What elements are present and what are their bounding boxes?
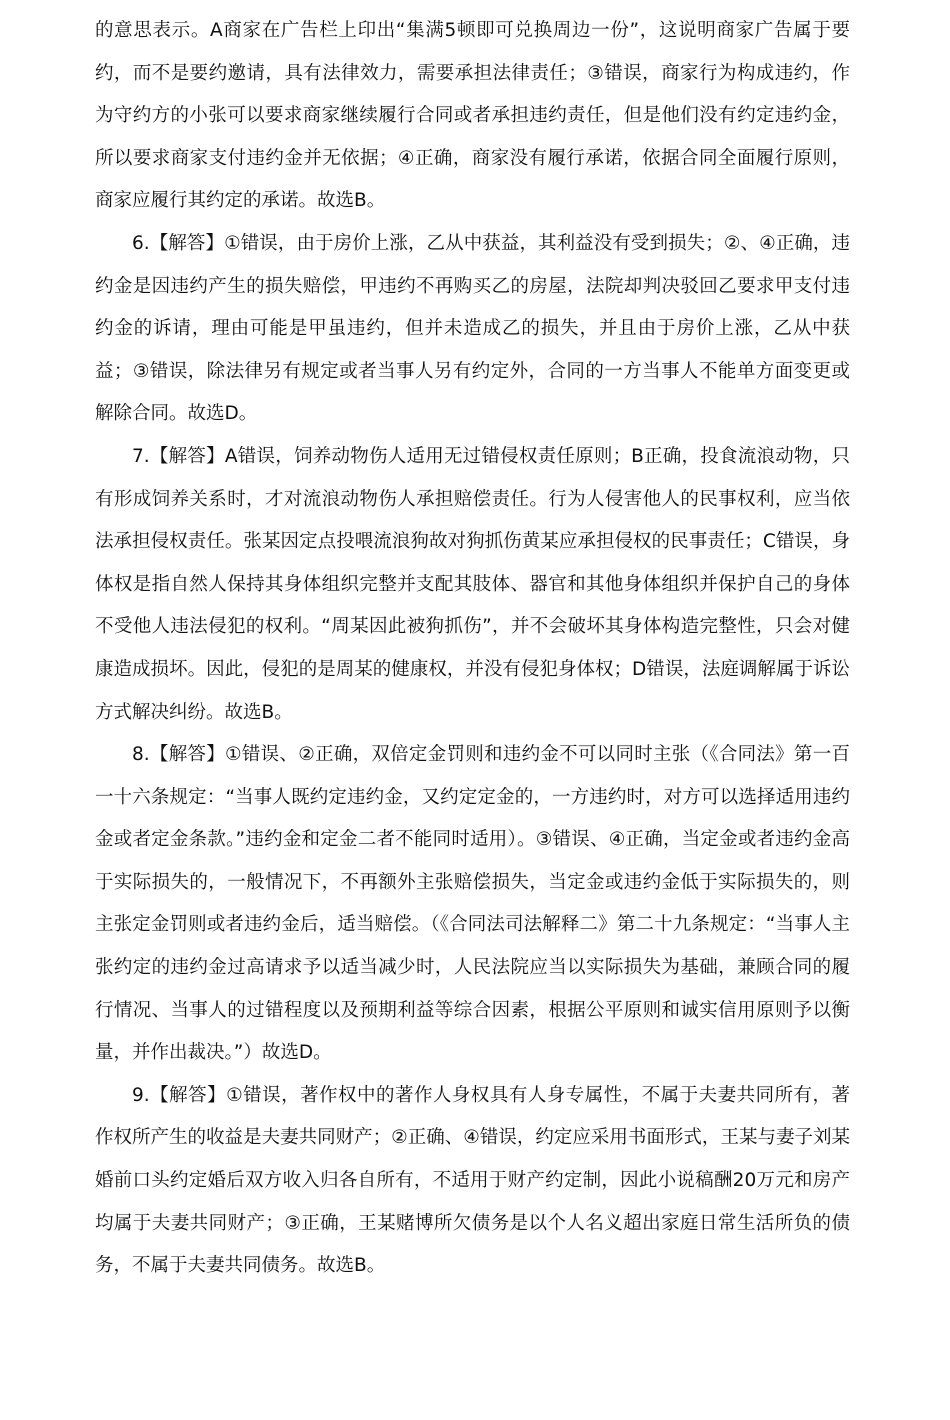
answer-paragraph-9 bbox=[95, 1075, 850, 1288]
question-number: 7. bbox=[132, 445, 150, 467]
paragraph-text: 的意思表示。A商家在广告栏上印出“集满5顿即可兑换周边一份”，这说明商家广告属于要约，而不是要约邀请，具有法律效力，需要承担法律责任；③错误，商家行为构成违约，作为守约方的小张可以要求商家继续履行合同或者承担违约责任，但是他们没有约定违约金，所以要求商家支付违约金并无依据；④正确，商家没有履行承诺，依据合同全面履行原则，商家应履行其约定的承诺。故选B。 bbox=[95, 20, 850, 212]
answer-tag: 【解答】 bbox=[149, 1084, 227, 1106]
document-page bbox=[95, 10, 850, 1288]
answer-tag: 【解答】 bbox=[149, 744, 226, 766]
paragraph-text: A错误，饲养动物伤人适用无过错侵权责任原则；B正确，投食流浪动物，只有形成饲养关系时，才对流浪动物伤人承担赔偿责任。行为人侵害他人的民事权利，应当依法承担侵权责任。张某因定点投喂流浪狗故对狗抓伤黄某应承担侵权的民事责任；C错误，身体权是指自然人保持其身体组织完整并支配其肢体、器官和其他身体组织并保护自己的身体不受他人违法侵犯的权利。“周某因此被狗抓伤”，并不会破坏其身体构造完整性，只会对健康造成损坏。因此，侵犯的是周某的健康权，并没有侵犯身体权；D错误，法庭调解属于诉讼方式解决纠纷。故选B。 bbox=[95, 445, 850, 723]
paragraph-continuation bbox=[95, 10, 850, 223]
question-number: 8. bbox=[132, 744, 150, 766]
answer-paragraph-6 bbox=[95, 223, 850, 436]
answer-paragraph-8 bbox=[95, 734, 850, 1075]
answer-paragraph-7 bbox=[95, 436, 850, 734]
paragraph-text: ①错误，著作权中的著作人身权具有人身专属性，不属于夫妻共同所有，著作权所产生的收益是夫妻共同财产；②正确、④错误，约定应采用书面形式，王某与妻子刘某婚前口头约定婚后双方收入归各自所有，不适用于财产约定制，因此小说稿酬20万元和房产均属于夫妻共同财产；③正确，王某赌博所欠债务是以个人名义超出家庭日常生活所负的债务，不属于夫妻共同债务。故选B。 bbox=[95, 1084, 850, 1277]
paragraph-text: ①错误、②正确，双倍定金罚则和违约金不可以同时主张（《合同法》第一百一十六条规定：“当事人既约定违约金，又约定定金的，一方违约时，对方可以选择适用违约金或者定金条款。”违约金和定金二者不能同时适用）。③错误、④正确，当定金或者违约金高于实际损失的，一般情况下，不再额外主张赔偿损失，当定金或违约金低于实际损失的，则主张定金罚则或者违约金后，适当赔偿。（《合同法司法解释二》第二十九条规定：“当事人主张约定的违约金过高请求予以适当减少时，人民法院应当以实际损失为基础，兼顾合同的履行情况、当事人的过错程度以及预期利益等综合因素，根据公平原则和诚实信用原则予以衡量，并作出裁决。”）故选D。 bbox=[95, 744, 850, 1064]
question-number: 6. bbox=[132, 232, 150, 254]
answer-tag: 【解答】 bbox=[149, 232, 225, 254]
paragraph-text: ①错误，由于房价上涨，乙从中获益，其利益没有受到损失；②、④正确，违约金是因违约产生的损失赔偿，甲违约不再购买乙的房屋，法院却判决驳回乙要求甲支付违约金的诉请，理由可能是甲虽违约，但并未造成乙的损失，并且由于房价上涨，乙从中获益；③错误，除法律另有规定或者当事人另有约定外，合同的一方当事人不能单方面变更或解除合同。故选D。 bbox=[95, 232, 850, 425]
answer-tag: 【解答】 bbox=[149, 445, 225, 467]
question-number: 9. bbox=[132, 1084, 150, 1106]
